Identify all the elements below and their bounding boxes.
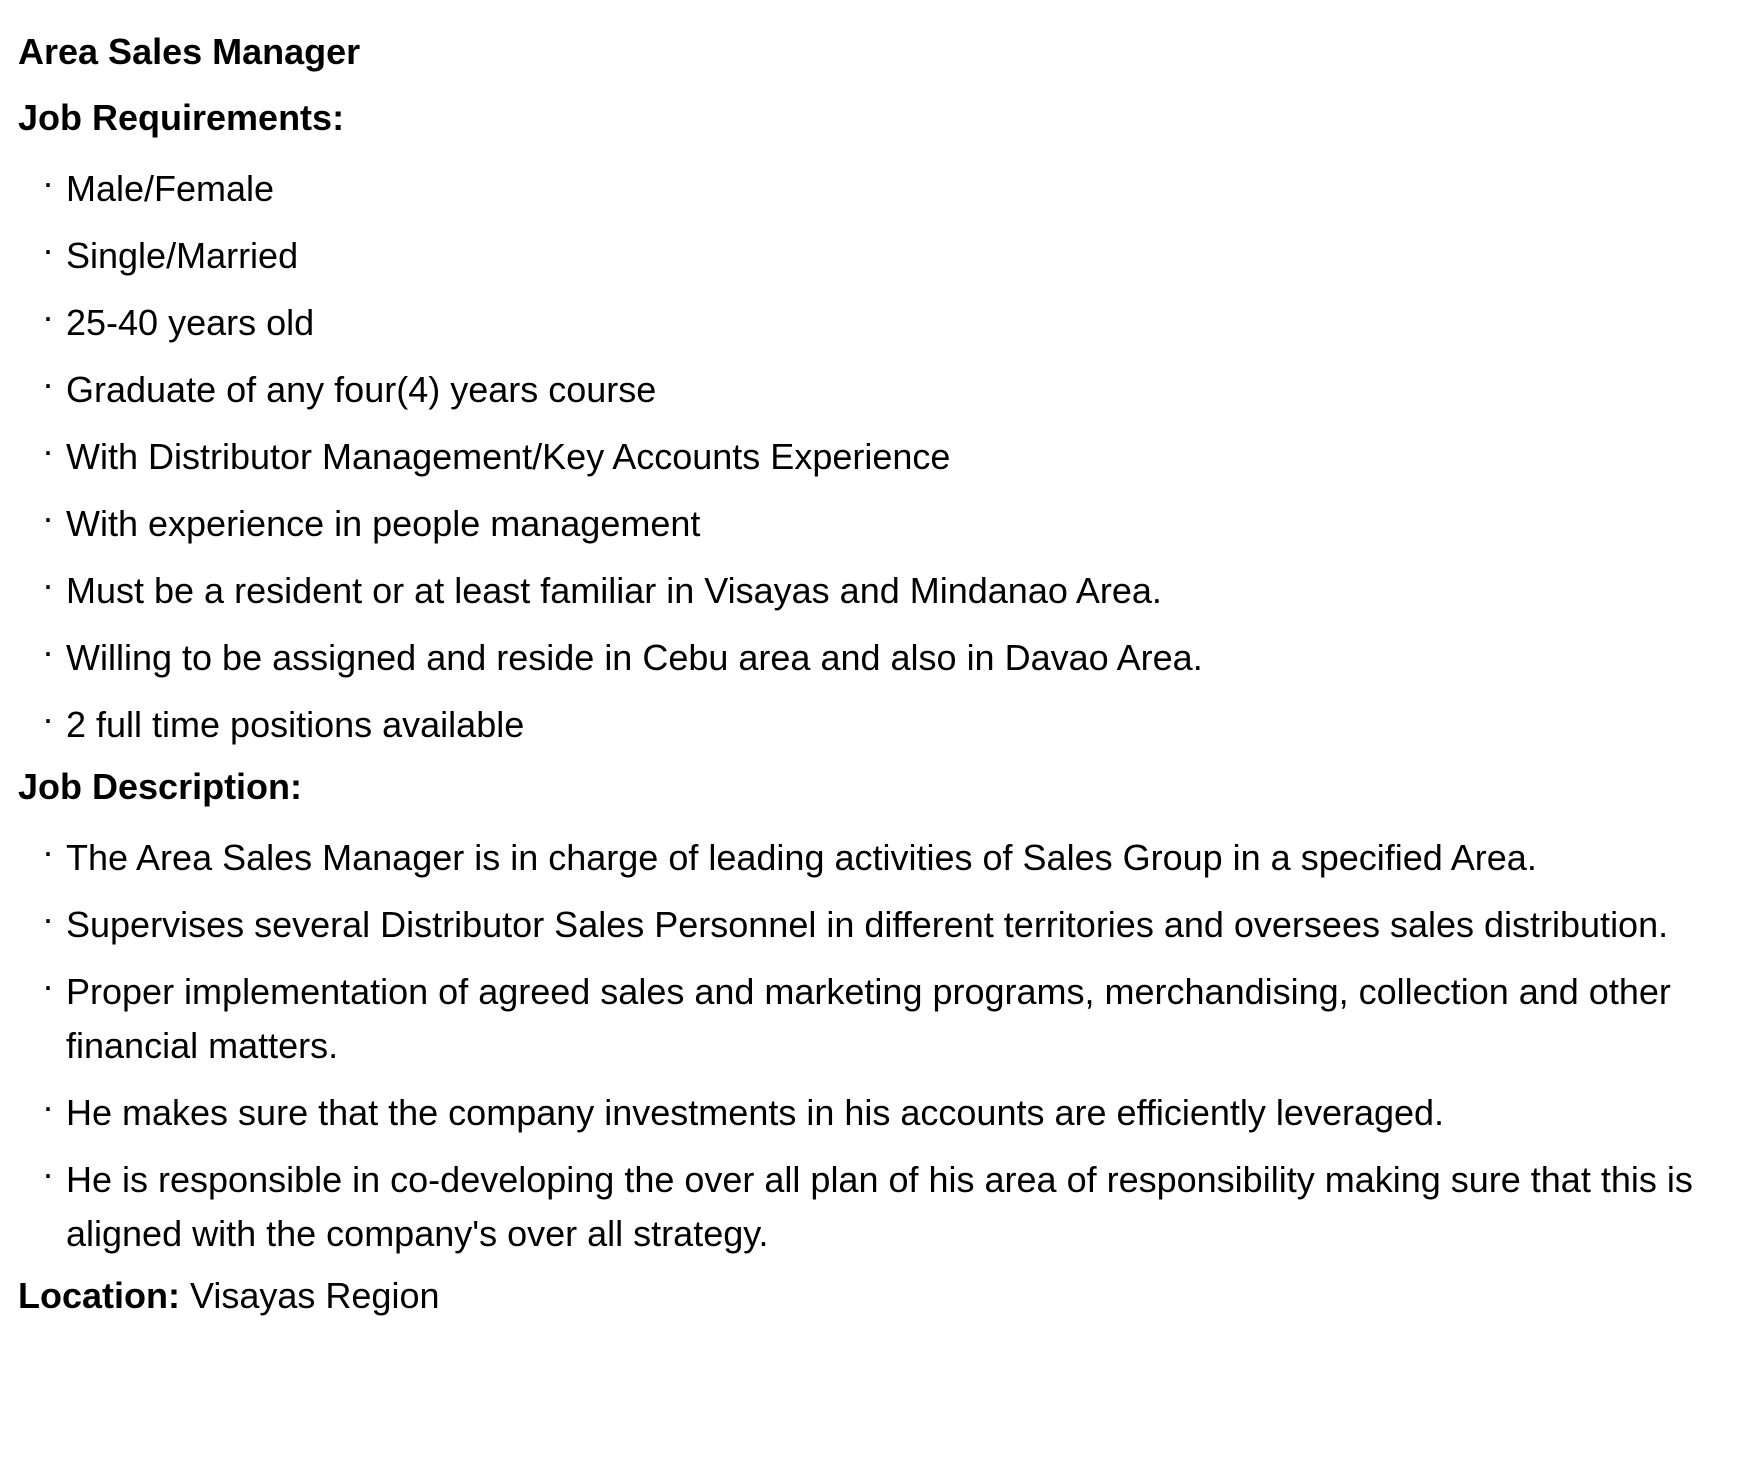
requirement-item: · Willing to be assigned and reside in Cebu area and also in Davao Area. — [18, 631, 1720, 685]
job-title: Area Sales Manager — [18, 31, 361, 72]
description-heading: Job Description: — [18, 766, 303, 807]
description-item: · Proper implementation of agreed sales and marketing programs, merchandising, collection and other financial matters. — [18, 965, 1720, 1073]
bullet-icon: · — [42, 631, 54, 672]
description-item: · The Area Sales Manager is in charge of leading activities of Sales Group in a specified Area. — [18, 831, 1720, 885]
bullet-icon: · — [42, 430, 54, 471]
requirement-item: · With Distributor Management/Key Accounts Experience — [18, 430, 1720, 484]
description-item: · He is responsible in co-developing the over all plan of his area of responsibility making sure that this is aligned with the company's over all strategy. — [18, 1153, 1720, 1261]
description-item: · Supervises several Distributor Sales Personnel in different territories and oversees sales distribution. — [18, 898, 1720, 952]
requirement-item: · Single/Married — [18, 229, 1720, 283]
description-list — [18, 831, 1720, 1261]
location-label: Location: — [18, 1275, 180, 1316]
bullet-icon: · — [42, 296, 54, 337]
description-item: · He makes sure that the company investments in his accounts are efficiently leveraged. — [18, 1086, 1720, 1140]
requirement-item: · Graduate of any four(4) years course — [18, 363, 1720, 417]
requirement-item: · 2 full time positions available — [18, 698, 1720, 752]
requirements-list — [18, 162, 1720, 752]
bullet-icon: · — [42, 1153, 54, 1194]
bullet-icon: · — [42, 898, 54, 939]
location-value: Visayas Region — [190, 1275, 440, 1316]
location-line — [18, 1274, 1720, 1318]
bullet-icon: · — [42, 831, 54, 872]
bullet-icon: · — [42, 497, 54, 538]
bullet-icon: · — [42, 229, 54, 270]
requirement-item: · Male/Female — [18, 162, 1720, 216]
bullet-icon: · — [42, 698, 54, 739]
requirement-item: · With experience in people management — [18, 497, 1720, 551]
bullet-icon: · — [42, 564, 54, 605]
requirement-item: · Must be a resident or at least familiar in Visayas and Mindanao Area. — [18, 564, 1720, 618]
requirement-item: · 25-40 years old — [18, 296, 1720, 350]
bullet-icon: · — [42, 363, 54, 404]
bullet-icon: · — [42, 1086, 54, 1127]
requirements-heading: Job Requirements: — [18, 97, 345, 138]
bullet-icon: · — [42, 965, 54, 1006]
bullet-icon: · — [42, 162, 54, 203]
